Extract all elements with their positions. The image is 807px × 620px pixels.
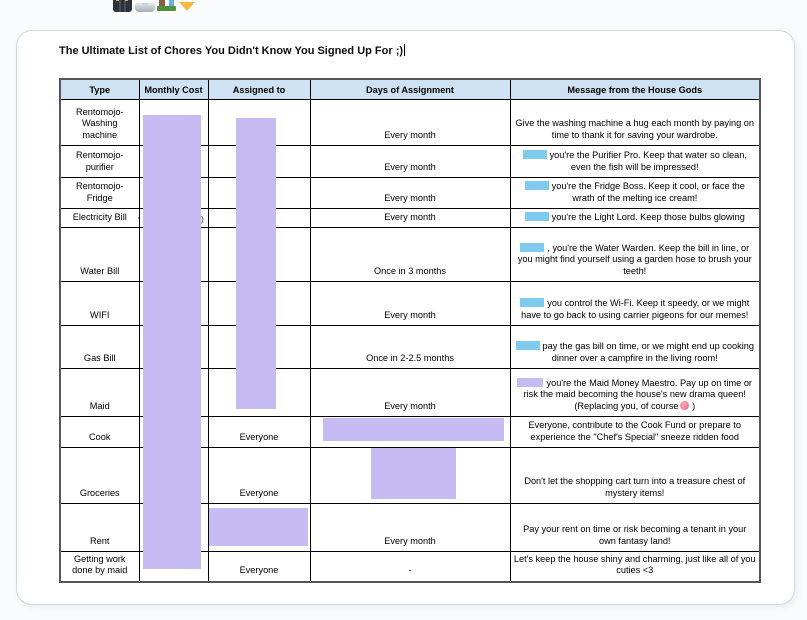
- rent-assigned-redaction-block[interactable]: [209, 508, 308, 546]
- type-cell[interactable]: Rentomojo-Fridge: [60, 178, 139, 209]
- days-cell[interactable]: Once in 3 months: [310, 228, 510, 282]
- column-header-message-from-the-house-gods[interactable]: Message from the House Gods: [510, 79, 760, 100]
- assigned-cell[interactable]: Everyone: [208, 448, 310, 504]
- park-emoji: [157, 0, 176, 13]
- message-cell[interactable]: pay the gas bill on time, or we might end up cooking dinner over a campfire in the living room!: [510, 326, 760, 369]
- document-card: [16, 30, 795, 605]
- days-cell[interactable]: -: [310, 552, 510, 582]
- days-cell[interactable]: Every month: [310, 100, 510, 146]
- days-cell[interactable]: Every month: [310, 282, 510, 326]
- message-cell[interactable]: you're the Light Lord. Keep those bulbs glowing: [510, 209, 760, 228]
- type-cell[interactable]: WIFI: [60, 282, 139, 326]
- type-cell[interactable]: Electricity Bill: [60, 209, 139, 228]
- days-cell[interactable]: Every month: [310, 209, 510, 228]
- type-cell[interactable]: Groceries: [60, 448, 139, 504]
- name-redaction-chip: [523, 150, 547, 159]
- column-header-days-of-assignment[interactable]: Days of Assignment: [310, 79, 510, 100]
- column-header-assigned-to[interactable]: Assigned to: [208, 79, 310, 100]
- name-redaction-chip: [520, 298, 544, 307]
- blushing-face-emoji: [680, 401, 689, 410]
- cost-fragment-right: ): [201, 214, 204, 224]
- header-row: [60, 79, 760, 100]
- type-cell[interactable]: Maid: [60, 369, 139, 417]
- page-title-text: The Ultimate List of Chores You Didn't Know You Signed Up For ;): [59, 45, 404, 57]
- message-cell[interactable]: you're the Maid Money Maestro. Pay up on time or risk the maid becoming the house's new drama queen! (Replacing you, of course ): [510, 369, 760, 417]
- chores-table: [59, 78, 759, 579]
- type-cell[interactable]: Rentomojo-Washing machine: [60, 100, 139, 146]
- camera-emoji: [113, 0, 132, 12]
- laptop-emoji: [135, 3, 155, 12]
- name-redaction-chip: [520, 243, 544, 252]
- orange-diamond-emoji: [179, 2, 195, 11]
- message-cell[interactable]: Pay your rent on time or risk becoming a tenant in your own fantasy land!: [510, 504, 760, 552]
- message-cell[interactable]: Don't let the shopping cart turn into a treasure chest of mystery items!: [510, 448, 760, 504]
- monthly-cost-redaction-block[interactable]: [143, 115, 201, 569]
- name-redaction-chip: [525, 181, 549, 190]
- name-redaction-chip: [517, 378, 543, 387]
- name-redaction-chip: [516, 341, 540, 350]
- message-cell[interactable]: Give the washing machine a hug each month by paying on time to thank it for saving your wardrobe.: [510, 100, 760, 146]
- message-cell[interactable]: you're the Purifier Pro. Keep that water so clean, even the fish will be impressed!: [510, 146, 760, 178]
- cost-fragment-left: ': [138, 215, 140, 225]
- column-header-type[interactable]: Type: [60, 79, 139, 100]
- text-cursor: [404, 44, 405, 56]
- type-cell[interactable]: Rent: [60, 504, 139, 552]
- page-title[interactable]: [59, 44, 405, 57]
- days-cell[interactable]: Every month: [310, 369, 510, 417]
- emoji-strip: [0, 0, 807, 13]
- message-cell[interactable]: you're the Fridge Boss. Keep it cool, or face the wrath of the melting ice cream!: [510, 178, 760, 209]
- message-cell[interactable]: Everyone, contribute to the Cook Fund or prepare to experience the "Chef's Special" sneeze ridden food: [510, 417, 760, 448]
- cook-days-redaction-block[interactable]: [323, 418, 504, 441]
- groceries-days-redaction-block[interactable]: [371, 448, 456, 499]
- days-cell[interactable]: Every month: [310, 146, 510, 178]
- message-cell[interactable]: you control the Wi-Fi. Keep it speedy, or we might have to go back to using carrier pigeons for our memes!: [510, 282, 760, 326]
- type-cell[interactable]: Water Bill: [60, 228, 139, 282]
- type-cell[interactable]: Gas Bill: [60, 326, 139, 369]
- type-cell[interactable]: Getting work done by maid: [60, 552, 139, 582]
- message-cell[interactable]: , you're the Water Warden. Keep the bill in line, or you might find yourself using a garden hose to brush your teeth!: [510, 228, 760, 282]
- days-cell[interactable]: Every month: [310, 178, 510, 209]
- name-redaction-chip: [525, 212, 549, 221]
- type-cell[interactable]: Rentomojo-purifier: [60, 146, 139, 178]
- days-cell[interactable]: Once in 2-2.5 months: [310, 326, 510, 369]
- assigned-cell[interactable]: Everyone: [208, 417, 310, 448]
- assigned-cell[interactable]: Everyone: [208, 552, 310, 582]
- assigned-to-redaction-block[interactable]: [236, 118, 276, 409]
- days-cell[interactable]: Every month: [310, 504, 510, 552]
- column-header-monthly-cost[interactable]: Monthly Cost: [139, 79, 208, 100]
- message-cell[interactable]: Let's keep the house shiny and charming, just like all of you cuties <3: [510, 552, 760, 582]
- type-cell[interactable]: Cook: [60, 417, 139, 448]
